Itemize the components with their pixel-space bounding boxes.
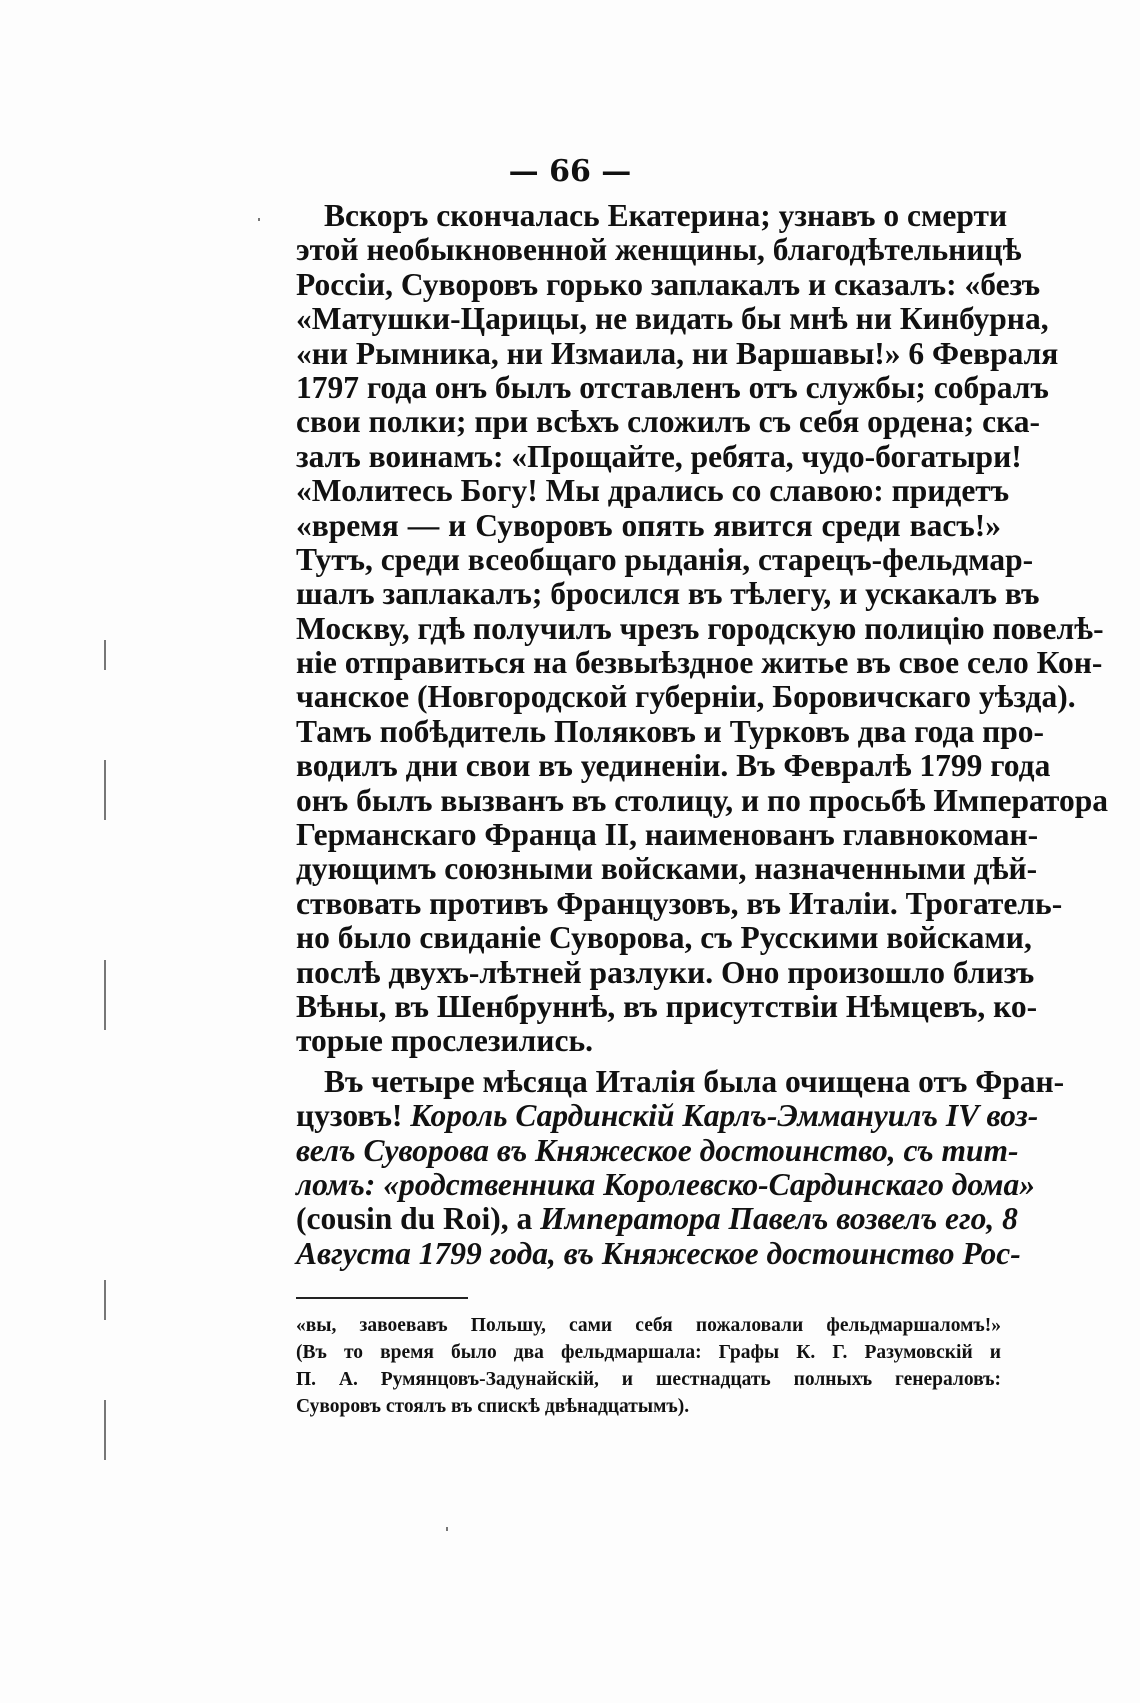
text-line: но было свиданіе Суворова, съ Русскими войсками, [296, 920, 1032, 956]
footnote-line: Суворовъ стоялъ въ спискѣ двѣнадцатымъ). [296, 1396, 690, 1417]
text-line: Тутъ, среди всеобщаго рыданія, старецъ-фельдмар- [296, 541, 1034, 577]
text-line: Москву, гдѣ получилъ чрезъ городскую полицію повелѣ- [296, 610, 1104, 646]
italic-text: велъ Суворова въ Княжеское достоинство, съ тит- [296, 1132, 1019, 1168]
text-line: Вскоръ скончалась Екатерина; узнавъ о смерти [324, 198, 1008, 233]
footnote-line: «вы, завоевавъ Польшу, сами себя пожаловали фельдмаршаломъ!» [296, 1315, 1001, 1336]
margin-mark [104, 1280, 106, 1320]
text-line: Германскаго Франца II, наименованъ главнокоман- [296, 817, 1039, 853]
text-line: водилъ дни свои въ уединеніи. Въ Февралѣ 1799 года [296, 748, 1051, 784]
text-line: ніе отправиться на безвыѣздное житье въ свое село Кон- [296, 645, 1103, 681]
italic-text: Король Сардинскій Карлъ-Эммануилъ IV воз- [410, 1098, 1039, 1134]
paragraph [296, 1063, 1065, 1271]
page-number: — 66 — [508, 154, 632, 189]
text-line [296, 1098, 1039, 1134]
text-line: «время — и Суворовъ опять явится среди васъ!» [296, 507, 1001, 543]
text-run: (cousin du Roi), а [296, 1201, 541, 1237]
text-line: послѣ двухъ-лѣтней разлуки. Оно произошло близъ [296, 954, 1035, 990]
text-line: этой необыкновенной женщины, благодѣтельницѣ [296, 232, 1022, 268]
text-line [296, 1132, 1019, 1168]
text-run: цузовъ! [296, 1098, 411, 1134]
text-line: «ни Рымника, ни Измаила, ни Варшавы!» 6 Февраля [296, 335, 1059, 371]
text-line: Вѣны, въ Шенбруннѣ, въ присутствіи Нѣмцевъ, ко- [296, 988, 1038, 1024]
text-line: Россіи, Суворовъ горько заплакалъ и сказалъ: «безъ [296, 266, 1041, 302]
text-line: залъ воинамъ: «Прощайте, ребята, чудо-богатыри! [296, 438, 1022, 474]
footnote [296, 1312, 1001, 1420]
text-line: торые прослезились. [296, 1023, 593, 1059]
paragraph [296, 198, 1108, 1059]
text-line [296, 1166, 1035, 1202]
text-line [296, 1063, 1065, 1099]
text-line: «Матушки-Царицы, не видать бы мнѣ ни Кинбурна, [296, 301, 1049, 337]
footnote-separator [296, 1297, 468, 1299]
footnote-line: П. А. Румянцовъ-Задунайскій, и шестнадцать полныхъ генераловъ: [296, 1369, 1001, 1390]
text-line: онъ былъ вызванъ въ столицу, и по просьбѣ Императора [296, 782, 1108, 818]
text-run: Въ четыре мѣсяца Италія была очищена отъ Фран- [324, 1063, 1065, 1099]
margin-mark [446, 1527, 448, 1531]
margin-mark [104, 960, 106, 1030]
text-line: шалъ заплакалъ; бросился въ тѣлегу, и ускакалъ въ [296, 576, 1040, 612]
text-line: 1797 года онъ былъ отставленъ отъ службы; собралъ [296, 369, 1049, 405]
text-line: чанское (Новгородской губерніи, Боровичскаго уѣзда). [296, 679, 1076, 715]
margin-mark [104, 640, 106, 670]
text-line: ствовать противъ Французовъ, въ Италіи. Трогатель- [296, 885, 1063, 921]
text-line: Тамъ побѣдитель Поляковъ и Турковъ два года про- [296, 713, 1044, 749]
italic-text: ломъ: «родственника Королевско-Сардинскаго дома» [296, 1166, 1035, 1202]
footnote-line: (Въ то время было два фельдмаршала: Графы К. Г. Разумовскій и [296, 1342, 1001, 1363]
margin-mark [258, 218, 260, 221]
italic-text: Императора Павелъ возвелъ его, 8 [540, 1201, 1018, 1237]
italic-text: Августа 1799 года, въ Княжеское достоинство Рос- [296, 1235, 1021, 1271]
text-line: «Молитесь Богу! Мы дрались со славою: придетъ [296, 473, 1010, 509]
margin-mark [104, 1400, 106, 1460]
text-line [296, 1235, 1021, 1271]
body-text [296, 198, 1108, 1271]
text-line: свои полки; при всѣхъ сложилъ съ себя ордена; ска- [296, 404, 1041, 440]
text-line [296, 1201, 1018, 1237]
margin-mark [104, 760, 106, 820]
text-line: дующимъ союзными войсками, назначенными дѣй- [296, 851, 1038, 887]
